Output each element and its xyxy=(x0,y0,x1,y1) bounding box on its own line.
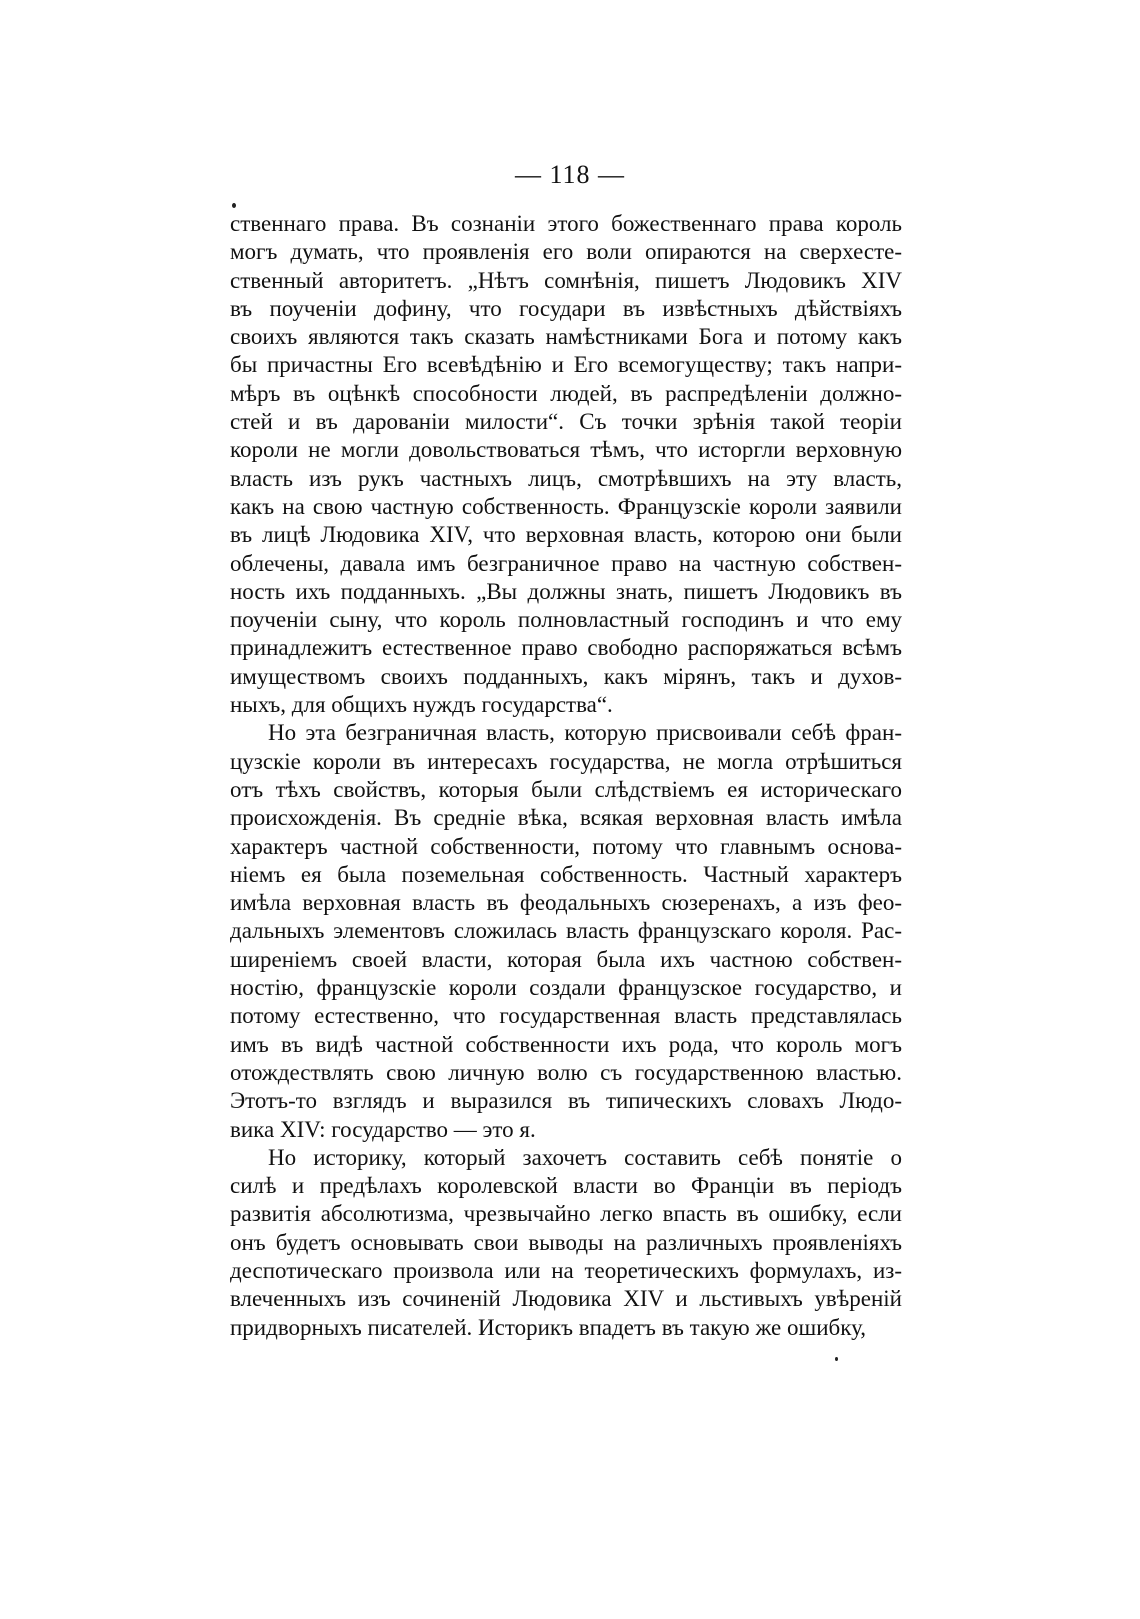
paragraph xyxy=(230,1144,902,1342)
text-line: ширенiемъ своей власти, которая была ихъ частною собствен- xyxy=(230,946,902,972)
text-line: ностiю, французскiе короли создали французское государство, и xyxy=(230,975,902,1001)
page-number: — 118 — xyxy=(514,160,626,189)
text-line: имѣла верховная власть въ феодальныхъ сюзеренахъ, а изъ фео- xyxy=(230,890,902,916)
text-line: отъ тѣхъ свойствъ, которыя были слѣдствiемъ ея историческаго xyxy=(230,776,902,802)
text-line: вика XIV: государство — это я. xyxy=(230,1116,536,1142)
text-line: своихъ являются такъ сказать намѣстниками Бога и потому какъ xyxy=(230,324,902,350)
text-line: ность ихъ подданныхъ. „Вы должны знать, пишетъ Людовикъ въ xyxy=(230,578,902,604)
text-line: мѣръ въ оцѣнкѣ способности людей, въ распредѣленiи должно- xyxy=(230,380,902,406)
paragraph xyxy=(230,719,902,1143)
text-line: ныхъ, для общихъ нуждъ государства“. xyxy=(230,692,613,718)
text-line: какъ на свою частную собственность. Французскiе короли заявили xyxy=(230,493,902,519)
text-line: могъ думать, что проявленiя его воли опираются на сверхесте- xyxy=(230,239,902,265)
text-line: Но эта безграничная власть, которую присвоивали себѣ фран- xyxy=(268,720,902,746)
print-speck xyxy=(835,1357,838,1361)
text-line: нiемъ ея была поземельная собственность. Частный характеръ xyxy=(230,861,902,887)
text-line: ственный авторитетъ. „Нѣтъ сомнѣнiя, пишетъ Людовикъ XIV xyxy=(230,267,902,293)
text-line: ственнаго права. Въ сознанiи этого божественнаго права король xyxy=(230,211,902,236)
text-line: имуществомъ своихъ подданныхъ, какъ мiрянъ, такъ и духов- xyxy=(230,663,902,689)
text-line: короли не могли довольствоваться тѣмъ, что исторгли верховную xyxy=(230,437,902,463)
text-line: влеченныхъ изъ сочиненiй Людовика XIV и льстивыхъ увѣренiй xyxy=(230,1286,902,1312)
text-line: поученiи сыну, что король полновластный господинъ и что ему xyxy=(230,607,902,633)
text-line: Этотъ-то взглядъ и выразился въ типическихъ словахъ Людо- xyxy=(230,1088,902,1114)
text-line: происхожденiя. Въ среднiе вѣка, всякая верховная власть имѣла xyxy=(230,805,902,831)
text-line: въ поученiи дофину, что государи въ извѣстныхъ дѣйствiяхъ xyxy=(230,295,902,321)
paragraph xyxy=(230,210,902,719)
body-text xyxy=(230,210,902,1342)
text-line: стей и въ дарованiи милости“. Съ точки зрѣнiя такой теорiи xyxy=(230,409,902,435)
text-line: придворныхъ писателей. Историкъ впадетъ въ такую же ошибку, xyxy=(230,1314,867,1340)
text-line: отождествлять свою личную волю съ государственною властью. xyxy=(230,1059,902,1085)
print-speck xyxy=(232,203,236,208)
text-line: онъ будетъ основывать свои выводы на различныхъ проявленiяхъ xyxy=(230,1229,902,1255)
text-line: принадлежитъ естественное право свободно распоряжаться всѣмъ xyxy=(230,635,902,661)
text-line: Но историку, который захочетъ составить себѣ понятiе о xyxy=(268,1144,902,1170)
text-line: бы причастны Его всевѣдѣнiю и Его всемогуществу; такъ напри- xyxy=(230,352,902,378)
text-line: имъ въ видѣ частной собственности ихъ рода, что король могъ xyxy=(230,1031,902,1057)
text-line: характеръ частной собственности, потому что главнымъ основа- xyxy=(230,833,902,859)
text-line: развитiя абсолютизма, чрезвычайно легко впасть въ ошибку, если xyxy=(230,1201,902,1227)
text-line: силѣ и предѣлахъ королевской власти во Францiи въ перiодъ xyxy=(230,1173,902,1199)
text-line: потому естественно, что государственная власть представлялась xyxy=(230,1003,902,1029)
text-line: деспотическаго произвола или на теоретическихъ формулахъ, из- xyxy=(230,1257,902,1283)
text-line: дальныхъ элементовъ сложилась власть французскаго короля. Рас- xyxy=(230,918,902,944)
text-line: въ лицѣ Людовика XIV, что верховная власть, которою они были xyxy=(230,522,902,548)
text-line: цузскiе короли въ интересахъ государства, не могла отрѣшиться xyxy=(230,748,902,774)
text-line: облечены, давала имъ безграничное право на частную собствен- xyxy=(230,550,902,576)
text-line: власть изъ рукъ частныхъ лицъ, смотрѣвшихъ на эту власть, xyxy=(230,465,902,491)
